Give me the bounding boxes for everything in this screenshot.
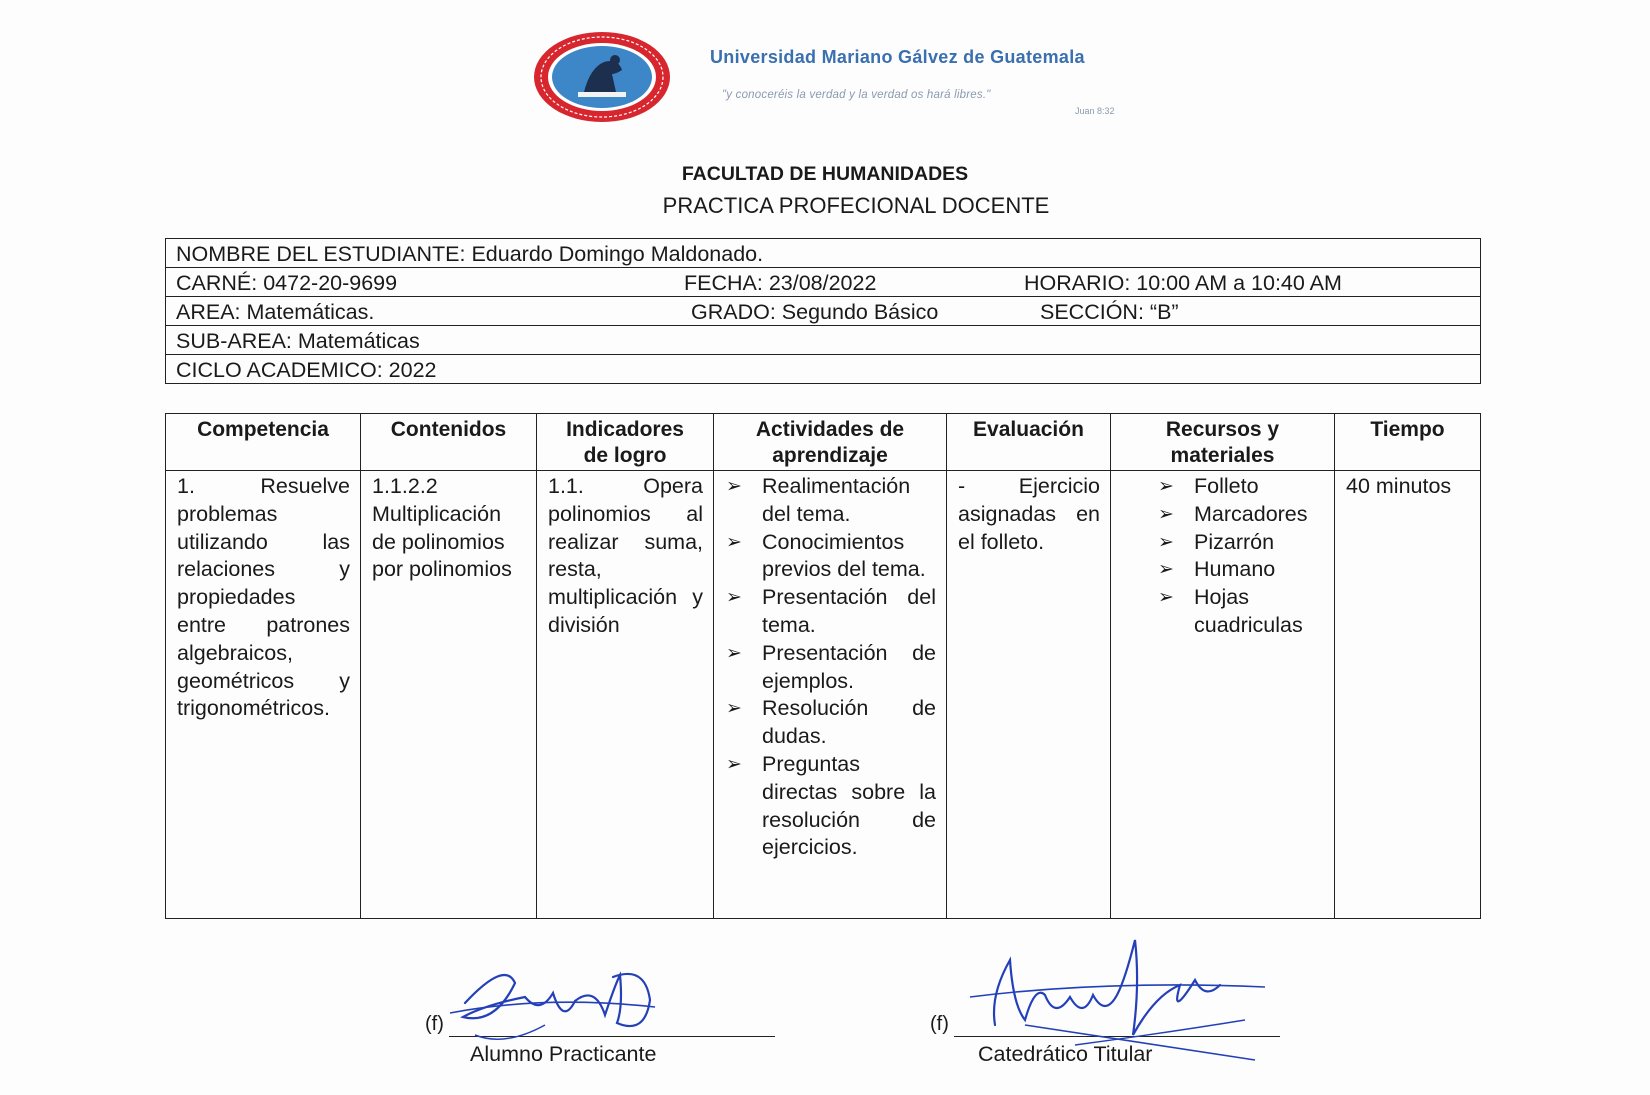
header-contenidos: [361, 414, 536, 471]
resources-list: [1158, 473, 1324, 640]
student-signature-label: Alumno Practicante: [470, 1042, 657, 1066]
column-tiempo: [1335, 414, 1480, 918]
activities-list: [726, 473, 936, 862]
info-row-carne: [166, 268, 1480, 297]
lesson-plan-table: [165, 413, 1481, 919]
resource-item: ➢ Folleto: [1158, 473, 1324, 501]
header-recursos: [1111, 414, 1334, 471]
student-signature-prefix: (f): [425, 1013, 444, 1035]
column-indicadores: [537, 414, 714, 918]
header-evaluacion: [947, 414, 1110, 471]
resource-item: ➢ Marcadores: [1158, 501, 1324, 529]
header-recursos-line2: materiales: [1170, 444, 1275, 467]
cell-contenidos: 1.1.2.2 Multiplicación de polinomios por polinomios: [372, 474, 512, 582]
teacher-signature: [965, 925, 1265, 1070]
activity-item: ➢ Realimentación del tema.: [726, 473, 936, 529]
info-row-name: [166, 239, 1480, 268]
class-date: FECHA: 23/08/2022: [684, 271, 877, 295]
header-actividades-line1: Actividades de: [755, 418, 905, 441]
header-actividades-line2: aprendizaje: [772, 444, 888, 467]
class-schedule: HORARIO: 10:00 AM a 10:40 AM: [1024, 271, 1342, 295]
header-indicadores-line1: Indicadores: [566, 418, 684, 441]
header-indicadores-line2: de logro: [583, 444, 667, 467]
column-competencia: [166, 414, 361, 918]
activity-item: ➢ Resolución de dudas.: [726, 695, 936, 751]
header-competencia: [166, 414, 360, 471]
header-evaluacion-label: Evaluación: [973, 418, 1084, 441]
column-actividades: [714, 414, 947, 918]
teacher-signature-prefix: (f): [930, 1013, 949, 1035]
activity-item: ➢ Presentación del tema.: [726, 584, 936, 640]
motto-reference: Juan 8:32: [1075, 106, 1115, 116]
student-carne: CARNÉ: 0472-20-9699: [176, 271, 398, 295]
info-row-subarea: [166, 326, 1480, 355]
resource-item: ➢ Hojas cuadriculas: [1158, 584, 1324, 640]
university-name: Universidad Mariano Gálvez de Guatemala: [710, 47, 1085, 67]
header-actividades: [714, 414, 946, 471]
cell-actividades: [714, 471, 946, 862]
university-seal-logo: [532, 30, 672, 124]
subject-area: AREA: Matemáticas.: [176, 300, 375, 324]
column-contenidos: [361, 414, 537, 918]
header-indicadores: [537, 414, 713, 471]
cell-tiempo: 40 minutos: [1346, 474, 1452, 498]
class-grade: GRADO: Segundo Básico: [691, 300, 939, 324]
cell-indicadores: 1.1. Opera polinomios al realizar suma, resta, multiplicación y división: [548, 474, 703, 637]
cell-recursos: [1111, 471, 1334, 640]
info-row-ciclo: [166, 355, 1480, 383]
info-row-area: [166, 297, 1480, 326]
activity-item: ➢ Presentación de ejemplos.: [726, 640, 936, 696]
student-name: NOMBRE DEL ESTUDIANTE: Eduardo Domingo Maldonado.: [176, 242, 764, 266]
cell-evaluacion: - Ejercicio asignadas en el folleto.: [958, 474, 1100, 554]
resource-item: ➢ Pizarrón: [1158, 529, 1324, 557]
header-tiempo-label: Tiempo: [1370, 418, 1445, 441]
class-section: SECCIÓN: “B”: [1040, 300, 1179, 324]
academic-cycle: CICLO ACADEMICO: 2022: [176, 358, 437, 382]
header-contenidos-label: Contenidos: [390, 418, 507, 441]
header-competencia-label: Competencia: [197, 418, 329, 441]
header-tiempo: [1335, 414, 1480, 471]
activity-item: ➢ Preguntas directas sobre la resolución de ejercicios.: [726, 751, 936, 862]
faculty-title: FACULTAD DE HUMANIDADES: [681, 163, 969, 185]
document-subtitle: PRACTICA PROFECIONAL DOCENTE: [662, 193, 1050, 218]
sub-area: SUB-AREA: Matemáticas: [176, 329, 420, 353]
resource-item: ➢ Humano: [1158, 556, 1324, 584]
column-evaluacion: [947, 414, 1111, 918]
column-recursos: [1111, 414, 1335, 918]
activity-item: ➢ Conocimientos previos del tema.: [726, 529, 936, 585]
university-motto: "y conoceréis la verdad y la verdad os hará libres.": [722, 89, 991, 101]
header-recursos-line1: Recursos y: [1165, 418, 1280, 441]
cell-competencia: 1. Resuelve problemas utilizando las relaciones y propiedades entre patrones algebraicos, geométricos y trigonométricos.: [177, 474, 350, 721]
student-signature: [445, 955, 660, 1050]
teacher-signature-label: Catedrático Titular: [978, 1042, 1153, 1066]
student-info-table: [165, 238, 1481, 384]
